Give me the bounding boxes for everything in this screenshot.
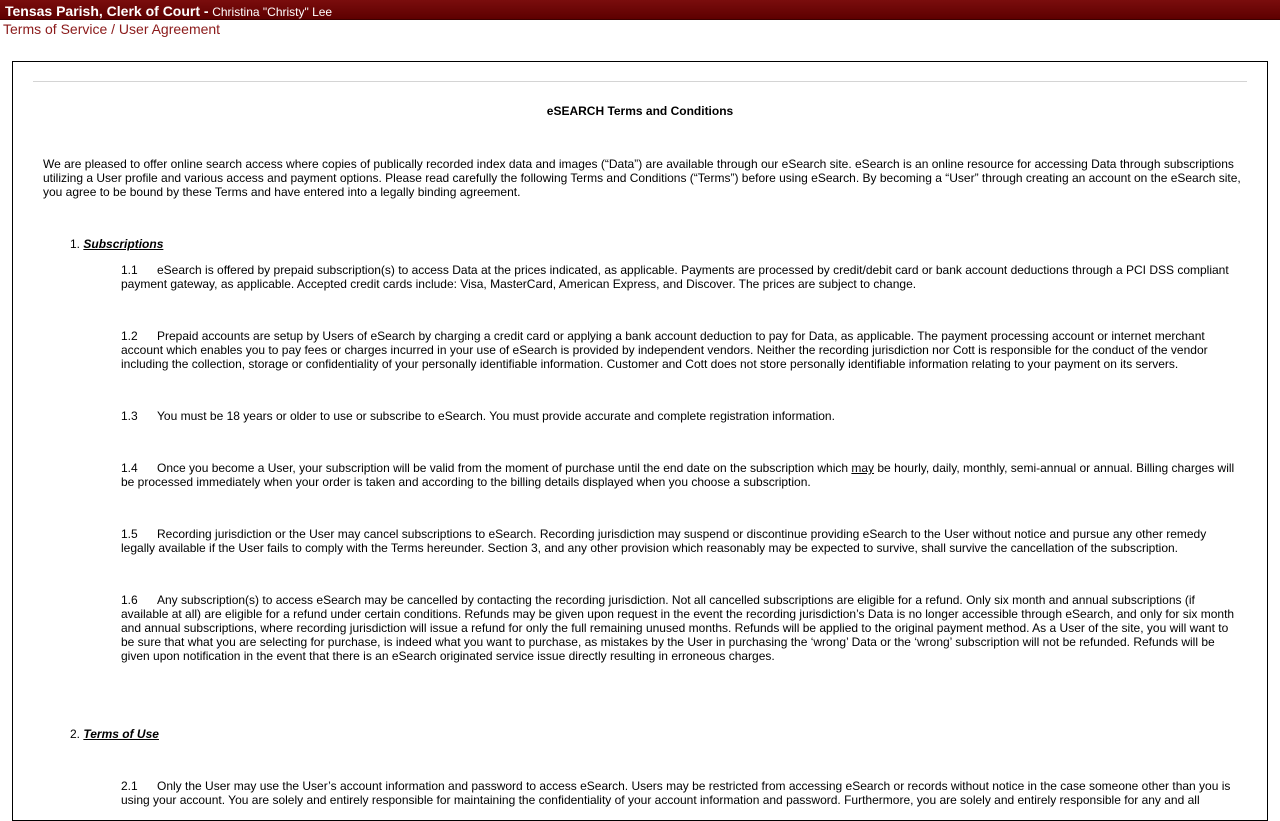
paragraph-number: 1.1 [121, 263, 138, 277]
section-heading-terms-of-use [70, 727, 159, 741]
paragraph-text: You must be 18 years or older to use or subscribe to eSearch. You must provide accurate and complete registration information. [157, 409, 835, 423]
paragraph-1-3 [121, 409, 1236, 423]
paragraph-number: 1.5 [121, 527, 138, 541]
paragraph-1-6 [121, 593, 1236, 663]
section-title: Subscriptions [83, 237, 164, 251]
paragraph-text: Any subscription(s) to access eSearch may be cancelled by contacting the recording jurisdiction. Not all cancelled subscriptions are eligible for a refund. Only six month and annual subscriptions (if available at all) are eligible for a refund under certain conditions. Refunds may be given upon request in the event the recording jurisdiction’s Data is no longer accessible through eSearch, and only for six month and annual subscriptions, where recording jurisdiction will issue a refund for only the full remaining unused months. Refunds will be applied to the original payment method. As a User of the site, you will want to be sure that what you are selecting for purchase, is indeed what you want to purchase, as mistakes by the User in purchasing the ‘wrong’ Data or the ‘wrong’ subscription will not be refunded. Refunds will be given upon notification in the event that there is an eSearch originated service issue directly resulting in erroneous charges. [121, 593, 1235, 663]
paragraph-1-1 [121, 263, 1236, 291]
document-title: eSEARCH Terms and Conditions [546, 104, 734, 118]
intro-paragraph: We are pleased to offer online search access where copies of publically recorded index data and images (“Data”) are available through our eSearch site. eSearch is an online resource for accessing Data through subscriptions utilizing a User profile and various access and payment options. Please read carefully the following Terms and Conditions (“Terms”) before using eSearch. By becoming a “User” through creating an account on the eSearch site, you agree to be bound by these Terms and have entered into a legally binding agreement. [43, 157, 1241, 199]
underlined-word: may [851, 461, 875, 475]
paragraph-2-1 [121, 779, 1236, 807]
paragraph-text: eSearch is offered by prepaid subscription(s) to access Data at the prices indicated, as applicable. Payments are processed by credit/debit card or bank account deductions through a PCI DSS compliant payment gateway, as applicable. Accepted credit cards include: Visa, MasterCard, American Express, and Discover. The prices are subject to change. [121, 263, 1229, 291]
paragraph-text: Recording jurisdiction or the User may cancel subscriptions to eSearch. Recording jurisdiction may suspend or discontinue providing eSearch to the User without notice and pursue any other remedy legally available if the User fails to comply with the Terms hereunder. Section 3, and any other provision which reasonably may be expected to survive, shall survive the cancellation of the subscription. [121, 527, 1207, 555]
paragraph-number: 1.4 [121, 461, 138, 475]
paragraph-text: Only the User may use the User’s account information and password to access eSearch. Users may be restricted from accessing eSearch or records without notice in the case someone other than you is using your account. You are solely and entirely responsible for maintaining the confidentiality of your account information and password. Furthermore, you are solely and entirely responsible for any and all [121, 779, 1231, 807]
clerk-name: Christina "Christy" Lee [212, 5, 333, 19]
terms-document-frame[interactable] [12, 61, 1268, 821]
header-bar [0, 0, 1280, 20]
paragraph-1-4 [121, 461, 1236, 489]
paragraph-text-cont: be hourly, daily, monthly, semi-annual or annual. Billing charges will be processed immediately when your order is taken and according to the billing details displayed when you choose a subscription. [121, 461, 1235, 489]
office-name: Tensas Parish, Clerk of Court - [5, 3, 209, 19]
section-heading-subscriptions [70, 237, 163, 251]
paragraph-number: 1.6 [121, 593, 138, 607]
section-number: 2. [70, 727, 81, 741]
paragraph-text: Once you become a User, your subscription will be valid from the moment of purchase until the end date on the subscription which [157, 461, 852, 475]
section-title: Terms of Use [83, 727, 159, 741]
page-subtitle: Terms of Service / User Agreement [3, 21, 221, 37]
paragraph-1-5 [121, 527, 1236, 555]
paragraph-number: 1.3 [121, 409, 138, 423]
paragraph-text: Prepaid accounts are setup by Users of eSearch by charging a credit card or applying a bank account deduction to pay for Data, as applicable. The payment processing account or internet merchant account which enables you to pay fees or charges incurred in your use of eSearch is provided by independent vendors. Neither the recording jurisdiction nor Cott is responsible for the conduct of the vendor including the collection, storage or confidentiality of your personally identifiable information. Customer and Cott does not store personally identifiable information relating to your payment on its servers. [121, 329, 1208, 371]
divider [33, 81, 1247, 82]
paragraph-number: 1.2 [121, 329, 138, 343]
paragraph-number: 2.1 [121, 779, 138, 793]
paragraph-1-2 [121, 329, 1236, 371]
section-number: 1. [70, 237, 81, 251]
